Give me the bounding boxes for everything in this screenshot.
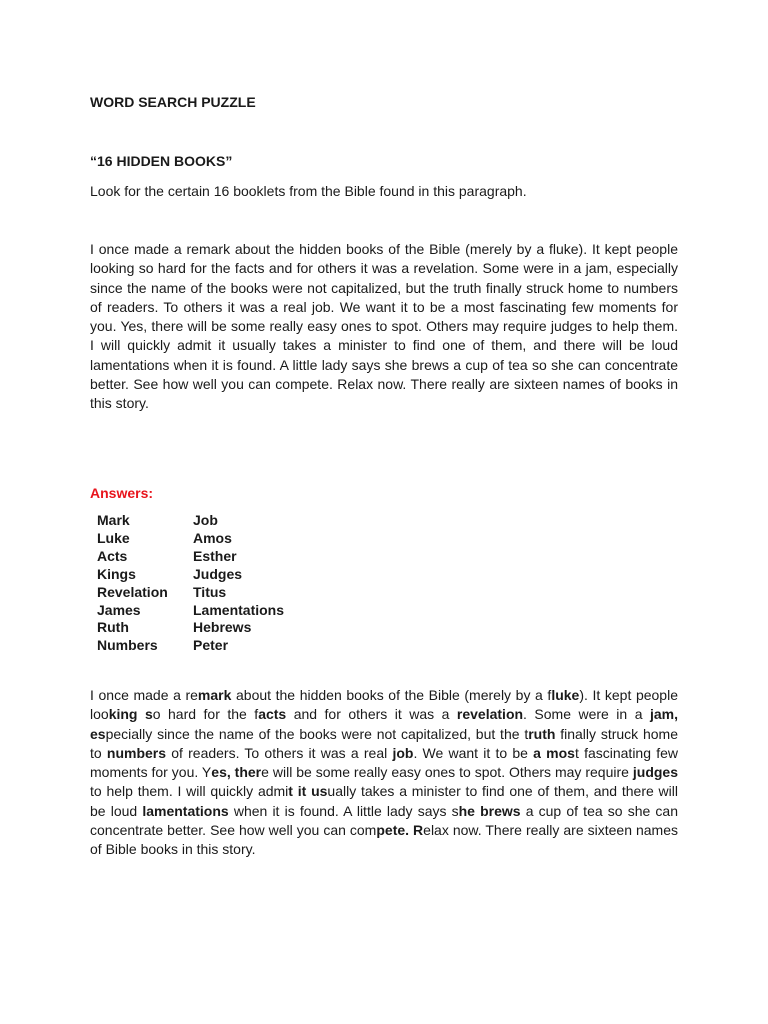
answer-item: Luke (97, 529, 130, 546)
paragraph-text-segment: elax now. There really are sixteen names of Bible books in this story. (90, 822, 679, 858)
paragraph-text-segment: ). It kept people loo (90, 687, 678, 723)
paragraph-text-segment: of readers. To others it was a real (166, 744, 393, 761)
puzzle-paragraph: I once made a remark about the hidden books of the Bible (merely by a fluke). It kept people looking so hard for the facts and for others it was a revelation. Some were in a jam, especially since the name of the books were not capitalized, but the truth finally struck home to numbers of readers. To others it was a real job. We want it to be a most fascinating few moments for you. Yes, there will be some really easy ones to spot. Others may require judges to help them. I will quickly admit it usually takes a minister to find one of them, and there will be loud lamentations when it is found. A little lady says she brews a cup of tea so she can concentrate better. See how well you can compete. Relax now. There really are sixteen names of books in this story. (90, 241, 678, 412)
answer-item: Hebrews (193, 619, 252, 636)
hidden-book-highlight: a mos (533, 744, 575, 761)
paragraph-text-segment: . We want it to be (413, 744, 534, 761)
paragraph-text-segment: and for others it was a (286, 706, 457, 723)
paragraph-text-segment: to help them. I will quickly admi (90, 783, 289, 800)
paragraph-text-segment: pecially since the name of the books were not capitalized, but the t (105, 725, 529, 742)
answers-list (97, 512, 323, 655)
hidden-book-highlight: luke (551, 687, 580, 703)
answers-column-1 (97, 512, 193, 655)
hidden-book-highlight: mark (197, 687, 232, 703)
answers-heading: Answers: (90, 485, 154, 501)
hidden-book-highlight: king s (108, 706, 153, 723)
hidden-book-highlight: judges (632, 764, 678, 781)
answers-column-2 (193, 512, 323, 655)
hidden-book-highlight: ruth (528, 725, 556, 742)
puzzle-subtitle: “16 HIDDEN BOOKS” (90, 153, 233, 169)
hidden-book-highlight: acts (258, 706, 287, 723)
answer-item: Lamentations (193, 601, 285, 618)
hidden-book-highlight: pete. R (376, 822, 424, 839)
answer-item: Numbers (97, 637, 158, 654)
hidden-book-highlight: es, ther (211, 764, 262, 781)
paragraph-text-segment: o hard for the f (152, 706, 259, 723)
instruction-text: Look for the certain 16 booklets from the Bible found in this paragraph. (90, 183, 527, 199)
answer-item: Job (193, 512, 218, 528)
answer-item: Ruth (97, 619, 129, 636)
paragraph-text-segment: about the hidden books of the Bible (merely by a f (231, 687, 552, 703)
paragraph-text-segment: . Some were in a (523, 706, 650, 723)
answer-item: Revelation (97, 583, 168, 600)
answer-item: Judges (193, 565, 243, 582)
answer-item: Acts (97, 547, 128, 564)
answer-item: Amos (193, 529, 232, 546)
hidden-book-highlight: jam, es (90, 706, 678, 742)
answer-item: Esther (193, 547, 237, 564)
hidden-book-highlight: revelation (456, 706, 524, 723)
paragraph-text-segment: when it is found. A little lady says s (228, 802, 459, 819)
paragraph-text-segment: a cup of tea so she can concentrate better. See how well you can com (90, 802, 678, 839)
hidden-book-highlight: lamentations (142, 802, 229, 819)
paragraph-text-segment: I once made a re (90, 687, 198, 703)
hidden-book-highlight: he brews (458, 802, 521, 819)
answer-item: Mark (97, 512, 130, 528)
hidden-book-highlight: t it us (288, 783, 328, 800)
answer-item: Peter (193, 637, 229, 654)
paragraph-text-segment: finally struck home to (90, 725, 678, 761)
hidden-book-highlight: job (392, 744, 414, 761)
document-title: WORD SEARCH PUZZLE (90, 94, 256, 110)
paragraph-text-segment: e will be some really easy ones to spot. Others may require (261, 764, 633, 781)
hidden-book-highlight: numbers (106, 744, 167, 761)
answer-item: Kings (97, 565, 136, 582)
answer-item: James (97, 601, 141, 618)
paragraph-text-segment: t fascinating few moments for you. Y (90, 744, 678, 781)
answer-item: Titus (193, 583, 227, 600)
paragraph-text-segment: ually takes a minister to find one of them, and there will be loud (90, 783, 678, 819)
answer-highlighted-paragraph (90, 686, 678, 860)
